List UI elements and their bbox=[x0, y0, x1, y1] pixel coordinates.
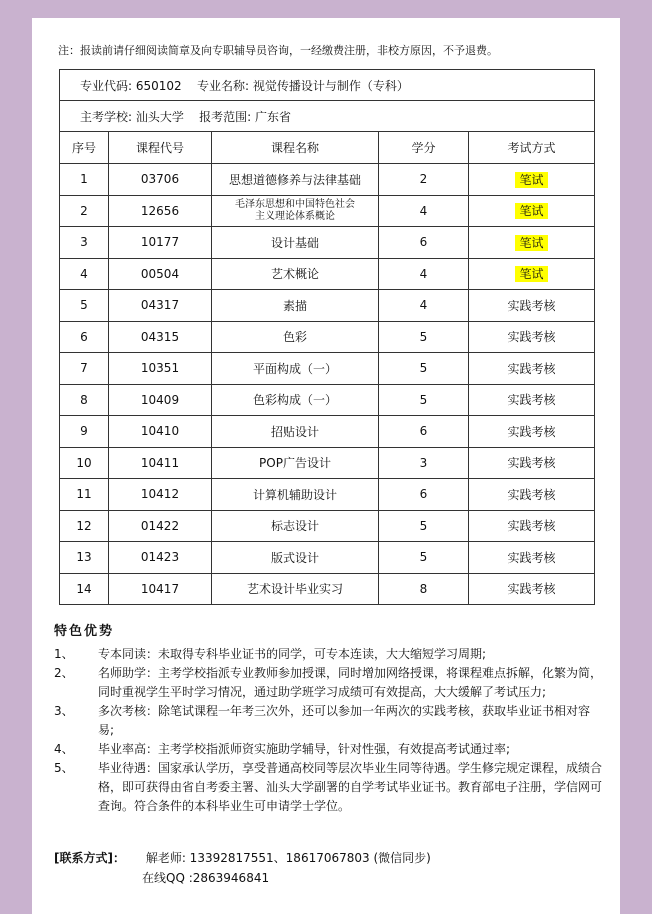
course-name: 艺术设计毕业实习 bbox=[212, 573, 379, 605]
exam-type-highlight: 笔试 bbox=[515, 235, 547, 251]
range-label: 报考范围: bbox=[199, 109, 252, 124]
table-row bbox=[60, 384, 595, 416]
course-no: 12 bbox=[60, 510, 109, 542]
exam-type-highlight: 笔试 bbox=[515, 203, 547, 219]
major-name-value: 视觉传播设计与制作（专科） bbox=[252, 78, 409, 93]
major-info-row bbox=[60, 70, 595, 101]
major-code-label: 专业代码: bbox=[80, 78, 133, 93]
course-exam bbox=[469, 164, 595, 196]
feature-number: 4、 bbox=[54, 742, 74, 756]
course-name: 招贴设计 bbox=[212, 416, 379, 448]
course-credit: 5 bbox=[379, 384, 469, 416]
exam-type-highlight: 笔试 bbox=[515, 172, 547, 188]
course-code: 00504 bbox=[109, 258, 212, 290]
feature-text: 多次考核：除笔试课程一年考三次外，还可以参加一年两次的实践考核，获取毕业证书相对容易; bbox=[98, 704, 591, 737]
course-credit: 5 bbox=[379, 510, 469, 542]
course-credit: 2 bbox=[379, 164, 469, 196]
course-no: 14 bbox=[60, 573, 109, 605]
table-row bbox=[60, 573, 595, 605]
course-name-text: 毛泽东思想和中国特色社会主义理论体系概论 bbox=[235, 198, 355, 222]
course-credit: 5 bbox=[379, 353, 469, 385]
course-no: 3 bbox=[60, 227, 109, 259]
contact-qq: 在线QQ :2863946841 bbox=[142, 871, 270, 885]
table-row bbox=[60, 164, 595, 196]
course-code: 12656 bbox=[109, 195, 212, 227]
course-code: 10351 bbox=[109, 353, 212, 385]
course-code: 10417 bbox=[109, 573, 212, 605]
course-name: 色彩 bbox=[212, 321, 379, 353]
school-label: 主考学校: bbox=[80, 109, 133, 124]
course-name: 平面构成（一） bbox=[212, 353, 379, 385]
major-name-label: 专业名称: bbox=[196, 78, 249, 93]
feature-number: 5、 bbox=[54, 761, 74, 775]
course-no: 1 bbox=[60, 164, 109, 196]
course-code: 10177 bbox=[109, 227, 212, 259]
course-credit: 8 bbox=[379, 573, 469, 605]
col-header-no: 序号 bbox=[60, 132, 109, 164]
course-exam bbox=[469, 258, 595, 290]
course-no: 4 bbox=[60, 258, 109, 290]
course-name: 艺术概论 bbox=[212, 258, 379, 290]
col-header-code: 课程代号 bbox=[109, 132, 212, 164]
course-no: 6 bbox=[60, 321, 109, 353]
table-row bbox=[60, 290, 595, 322]
course-code: 04315 bbox=[109, 321, 212, 353]
course-exam: 实践考核 bbox=[469, 542, 595, 574]
course-no: 7 bbox=[60, 353, 109, 385]
course-credit: 6 bbox=[379, 416, 469, 448]
course-code: 01422 bbox=[109, 510, 212, 542]
feature-item bbox=[54, 759, 604, 816]
course-table bbox=[59, 69, 595, 605]
course-name: POP广告设计 bbox=[212, 447, 379, 479]
table-row bbox=[60, 227, 595, 259]
table-row bbox=[60, 416, 595, 448]
feature-text: 毕业待遇：国家承认学历，享受普通高校同等层次毕业生同等待遇。学生修完规定课程，成绩合格，即可获得由省自考委主署、汕头大学副署的自学考试毕业证书。教育部电子注册，学信网可查询。符合条件的本科毕业生可申请学士学位。 bbox=[98, 761, 603, 813]
course-code: 03706 bbox=[109, 164, 212, 196]
feature-text: 专本同读：未取得专科毕业证书的同学，可专本连读，大大缩短学习周期; bbox=[98, 647, 487, 661]
course-exam: 实践考核 bbox=[469, 479, 595, 511]
course-no: 2 bbox=[60, 195, 109, 227]
course-exam: 实践考核 bbox=[469, 353, 595, 385]
table-row bbox=[60, 195, 595, 227]
course-exam: 实践考核 bbox=[469, 510, 595, 542]
course-exam: 实践考核 bbox=[469, 384, 595, 416]
refund-notice: 注：报读前请仔细阅读简章及向专职辅导员咨询，一经缴费注册，非校方原因，不予退费。 bbox=[58, 44, 498, 57]
course-exam: 实践考核 bbox=[469, 447, 595, 479]
course-exam: 实践考核 bbox=[469, 416, 595, 448]
course-code: 10412 bbox=[109, 479, 212, 511]
course-no: 9 bbox=[60, 416, 109, 448]
course-no: 10 bbox=[60, 447, 109, 479]
table-header bbox=[60, 132, 595, 164]
course-credit: 4 bbox=[379, 290, 469, 322]
course-credit: 4 bbox=[379, 258, 469, 290]
course-name: 素描 bbox=[212, 290, 379, 322]
table-row bbox=[60, 447, 595, 479]
course-no: 8 bbox=[60, 384, 109, 416]
course-code: 04317 bbox=[109, 290, 212, 322]
table-row bbox=[60, 321, 595, 353]
course-exam bbox=[469, 227, 595, 259]
feature-text: 名师助学：主考学校指派专业教师参加授课，同时增加网络授课，将课程难点拆解，化繁为简，同时重视学生平时学习情况，通过助学班学习成绩可有效提高，大大缓解了考试压力; bbox=[98, 666, 603, 699]
course-name: 版式设计 bbox=[212, 542, 379, 574]
course-no: 5 bbox=[60, 290, 109, 322]
course-exam: 实践考核 bbox=[469, 321, 595, 353]
course-exam: 实践考核 bbox=[469, 290, 595, 322]
contact-phone: 解老师: 13392817551、18617067803 (微信同步) bbox=[145, 851, 431, 865]
course-exam bbox=[469, 195, 595, 227]
features-section bbox=[54, 622, 604, 816]
feature-item bbox=[54, 664, 604, 702]
course-credit: 5 bbox=[379, 321, 469, 353]
feature-number: 2、 bbox=[54, 666, 74, 680]
course-credit: 5 bbox=[379, 542, 469, 574]
range-value: 广东省 bbox=[255, 109, 292, 124]
col-header-exam: 考试方式 bbox=[469, 132, 595, 164]
feature-number: 1、 bbox=[54, 647, 74, 661]
course-credit: 3 bbox=[379, 447, 469, 479]
course-credit: 4 bbox=[379, 195, 469, 227]
table-row bbox=[60, 510, 595, 542]
course-credit: 6 bbox=[379, 479, 469, 511]
feature-item bbox=[54, 702, 604, 740]
exam-type-highlight: 笔试 bbox=[515, 266, 547, 282]
course-code: 10411 bbox=[109, 447, 212, 479]
school-info-row bbox=[60, 101, 595, 132]
course-credit: 6 bbox=[379, 227, 469, 259]
table-row bbox=[60, 258, 595, 290]
table-row bbox=[60, 479, 595, 511]
course-no: 11 bbox=[60, 479, 109, 511]
brochure-page bbox=[32, 18, 620, 914]
col-header-credit: 学分 bbox=[379, 132, 469, 164]
contact-label: [联系方式]： bbox=[54, 851, 125, 865]
course-name: 色彩构成（一） bbox=[212, 384, 379, 416]
table-row bbox=[60, 353, 595, 385]
feature-item bbox=[54, 645, 604, 664]
major-code-value: 650102 bbox=[135, 78, 182, 93]
col-header-name: 课程名称 bbox=[212, 132, 379, 164]
course-exam: 实践考核 bbox=[469, 573, 595, 605]
contact-section bbox=[54, 848, 604, 888]
features-title: 特色优势 bbox=[54, 624, 115, 639]
course-code: 10409 bbox=[109, 384, 212, 416]
school-value: 汕头大学 bbox=[135, 109, 184, 124]
course-name: 计算机辅助设计 bbox=[212, 479, 379, 511]
course-name: 设计基础 bbox=[212, 227, 379, 259]
table-row bbox=[60, 542, 595, 574]
feature-number: 3、 bbox=[54, 704, 74, 718]
course-name bbox=[212, 195, 379, 227]
course-code: 10410 bbox=[109, 416, 212, 448]
course-name: 思想道德修养与法律基础 bbox=[212, 164, 379, 196]
feature-item bbox=[54, 740, 604, 759]
course-no: 13 bbox=[60, 542, 109, 574]
course-name: 标志设计 bbox=[212, 510, 379, 542]
feature-text: 毕业率高：主考学校指派师资实施助学辅导，针对性强，有效提高考试通过率; bbox=[98, 742, 511, 756]
course-code: 01423 bbox=[109, 542, 212, 574]
